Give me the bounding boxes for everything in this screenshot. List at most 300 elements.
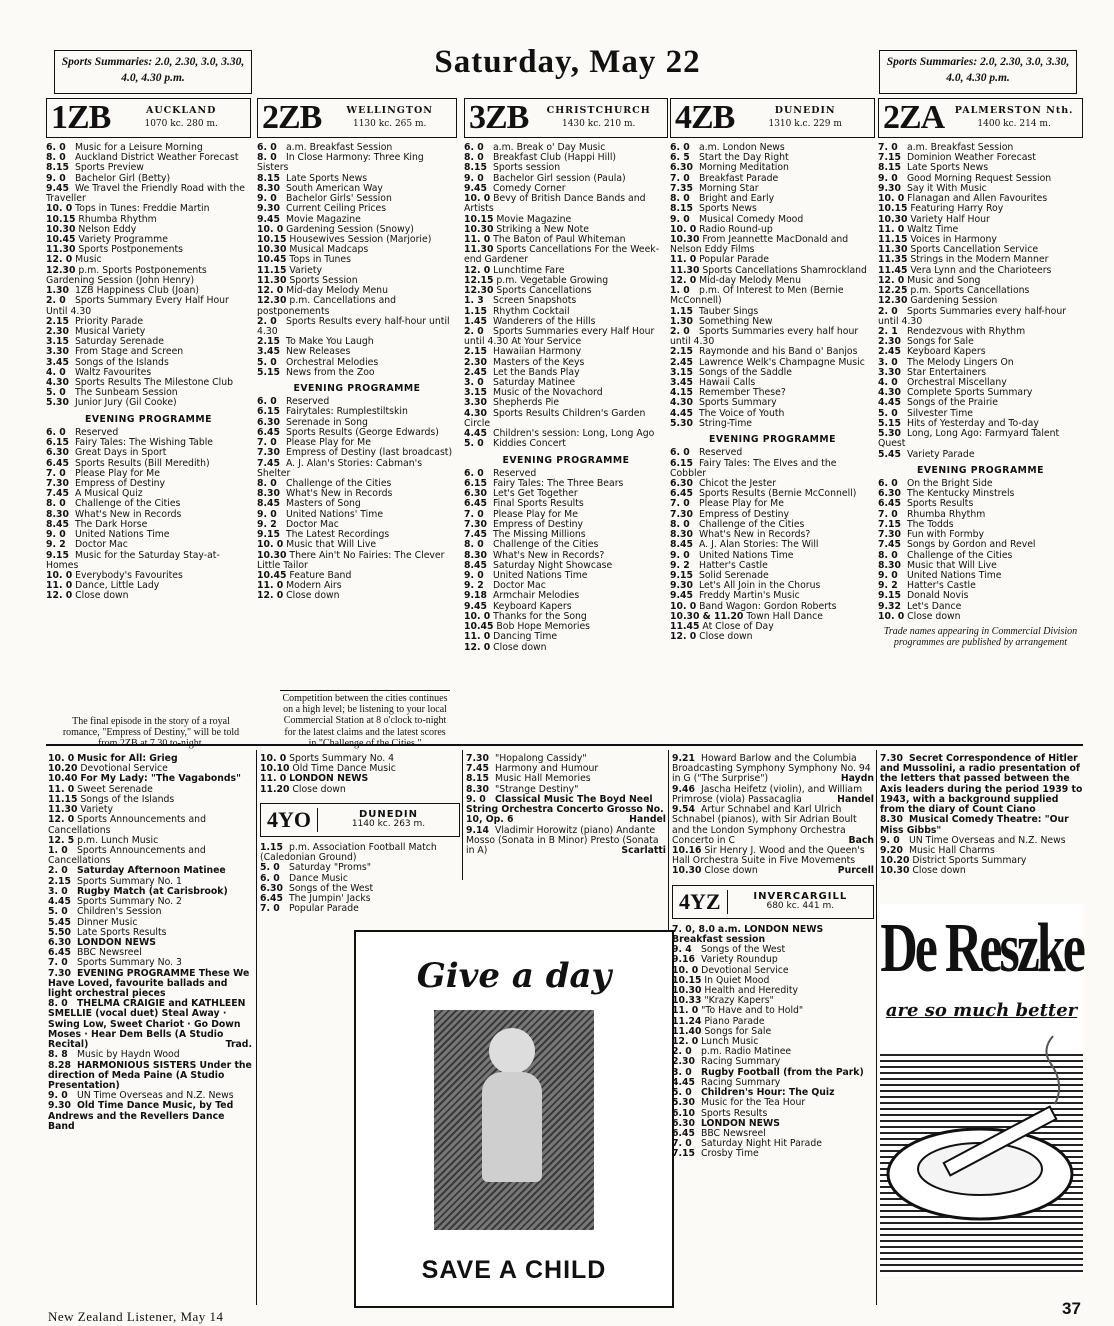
programme-time: 11.15 — [48, 793, 78, 805]
programme-time: 7. 0, 8.0 — [672, 923, 715, 935]
footer-publication: New Zealand Listener, May 14 — [48, 1309, 224, 1324]
programme-time: 7. 0 — [464, 508, 484, 520]
programme-time: 3. 0 — [464, 377, 484, 389]
programme-title: Tops in Tunes — [289, 254, 351, 266]
programme-entry — [670, 286, 875, 306]
programme-time: 4. 0 — [46, 366, 66, 378]
brand-slogan: are so much better — [885, 1000, 1078, 1022]
programme-time: 6.45 — [672, 1128, 695, 1139]
programme-title: "Krazy Kapers" — [704, 995, 774, 1007]
programme-list — [260, 754, 460, 795]
programme-title: Music for the Tea Hour — [700, 1097, 806, 1109]
programme-time: 2. 0 — [46, 295, 66, 307]
programme-time: 10.15 — [257, 233, 287, 245]
programme-title: The Sunbeam Session — [74, 387, 178, 399]
programme-title: South American Way — [285, 182, 383, 194]
programme-time: 10. 0 — [878, 610, 905, 622]
programme-time: 3.45 — [46, 356, 69, 368]
programme-time: 11.20 — [260, 783, 290, 795]
programme-list — [672, 754, 874, 877]
programme-title: UN Time Overseas and N.Z. News — [76, 1090, 234, 1102]
programme-time: 3.30 — [878, 366, 901, 378]
programme-time: 5. 0 — [48, 906, 68, 918]
programme-time: 11.15 — [878, 233, 908, 245]
programme-title: From Jeannette MacDonald and Nelson Eddy Films — [670, 233, 849, 256]
programme-time: 7. 0 — [48, 957, 68, 969]
programme-time: 10.30 — [257, 244, 287, 256]
programme-title: Vladimir Horowitz (piano) Andante Mosso (Sonata in B Minor) Presto (Sonata in A) — [466, 824, 659, 856]
programme-title: Variety Parade — [906, 448, 975, 460]
programme-title: Bevy of British Dance Bands and Artists — [464, 193, 646, 215]
programme-time: 8.15 — [466, 773, 489, 785]
station-call-sign: 1ZB — [51, 99, 111, 136]
programme-title: Songs of the Islands — [74, 356, 169, 368]
station-column-3zb — [464, 98, 668, 738]
programme-time: 8. 0 — [46, 152, 66, 164]
programme-title: Harmony and Humour — [494, 763, 599, 775]
programme-entry — [878, 429, 1083, 449]
programme-time: 8. 0 — [670, 193, 690, 205]
programme-time: 2.15 — [670, 346, 693, 358]
programme-time: 2.45 — [670, 356, 693, 368]
programme-title: Chicot the Jester — [698, 478, 777, 489]
programme-time: 3.45 — [257, 346, 280, 358]
programme-time: 1.30 — [46, 285, 69, 297]
programme-time: 4.30 — [670, 397, 693, 409]
programme-time: 12.30 — [46, 264, 76, 276]
programme-time: 7. 0 — [670, 172, 690, 184]
programme-title: Rugby Match (at Carisbrook) — [76, 885, 228, 897]
programme-title: From Stage and Screen — [74, 346, 184, 358]
programme-time: 8.30 — [466, 783, 489, 795]
programme-list — [670, 143, 875, 429]
programme-title: HARMONIOUS SISTERS Under the direction of Meda Paine (A Studio Presentation) — [48, 1059, 252, 1091]
programme-title: Start the Day Right — [698, 152, 789, 164]
programme-title: Close down — [912, 865, 966, 877]
programme-entry — [46, 266, 251, 286]
station-column-2za — [878, 98, 1083, 738]
programme-time: 6.45 — [48, 947, 71, 959]
programme-time: 10.30 — [672, 865, 702, 877]
programme-title: Sports Session — [289, 274, 358, 286]
programme-title: p.m. Sports Postponements Gardening Session (John Henry) — [46, 264, 207, 286]
programme-time: 6.15 — [257, 406, 280, 418]
programme-title: Racing Summary — [700, 1076, 781, 1088]
programme-time: 7.15 — [672, 1148, 695, 1160]
programme-time: 4.45 — [670, 407, 693, 419]
programme-entry — [260, 785, 460, 795]
programme-time: 7.30 — [466, 753, 489, 764]
evening-list — [670, 448, 875, 642]
programme-title: Band Wagon: Gordon Roberts — [699, 600, 837, 612]
programme-entry — [880, 866, 1083, 876]
programme-time: 10.10 — [260, 763, 290, 775]
programme-time: 12. 0 — [670, 631, 697, 643]
programme-title: What's New in Records? — [492, 549, 605, 561]
programme-time: 11. 0 — [464, 631, 491, 643]
programme-entry — [257, 459, 457, 479]
programme-title: Dominion Weather Forecast — [906, 152, 1036, 164]
programme-time: 12. 0 — [464, 641, 491, 653]
programme-entry — [48, 846, 252, 866]
programme-time: 2. 0 — [670, 325, 690, 337]
programme-time: 2.15 — [46, 315, 69, 327]
programme-time: 5.45 — [878, 448, 901, 460]
programme-title: Sports Summary — [698, 397, 777, 409]
programme-time: 10. 0 — [257, 539, 284, 551]
programme-time: 2.45 — [878, 346, 901, 358]
programme-title: Bob Hope Memories — [496, 621, 591, 633]
programme-time: 2.15 — [48, 875, 71, 887]
programme-time: 2. 0 — [464, 325, 484, 337]
programme-title: Sports Summary No. 1 — [76, 875, 182, 887]
programme-time: 6. 0 — [464, 467, 484, 479]
programme-time: 10. 0 — [260, 753, 287, 764]
programme-title: Bachelor Girl session (Paula) — [492, 172, 626, 184]
programme-time: 9.32 — [878, 600, 901, 612]
ad-title: Give a day — [416, 956, 612, 996]
programme-time: 9. 0 — [48, 1090, 68, 1102]
programme-title: Doctor Mac — [285, 518, 339, 530]
programme-entry — [670, 459, 875, 479]
programme-title: Striking a New Note — [496, 223, 589, 235]
programme-title: Sports Summary No. 3 — [76, 957, 182, 969]
programme-time: 6. 0 — [670, 447, 690, 459]
programme-entry — [670, 419, 875, 429]
programme-time: 11. 0 — [46, 580, 73, 592]
programme-title: BBC Newsreel — [700, 1128, 766, 1139]
station-city: DUNEDIN — [358, 809, 418, 821]
programme-time: 6. 0 — [464, 142, 484, 153]
programme-entry — [878, 450, 1083, 460]
programme-time: 6.30 — [48, 936, 71, 948]
station-frequency: 1070 kc. 280 m. — [144, 118, 218, 129]
programme-time: 10. 0 — [878, 193, 905, 205]
programme-title: p.m. Lunch Music — [77, 834, 159, 846]
programme-time: 9.30 — [48, 1100, 71, 1112]
programme-title: Keyboard Kapers — [492, 600, 572, 612]
programme-title: Devotional Service — [80, 763, 168, 775]
programme-time: 9. 0 — [878, 569, 898, 581]
programme-title: A Musical Quiz — [74, 488, 143, 500]
programme-title: Please Play for Me — [74, 467, 160, 479]
station-call-sign: 4YZ — [673, 890, 728, 914]
programme-title: Orchestral Melodies — [285, 356, 379, 368]
programme-time: 9. 2 — [670, 559, 690, 571]
station-column-4zb — [670, 98, 875, 738]
programme-title: Sports Announcements and Cancellations — [48, 814, 206, 836]
programme-time: 12.15 — [464, 274, 494, 286]
programme-time: 9.54 — [672, 804, 695, 816]
programme-title: Classical Music The Boyd Neel String Orchestra Concerto Grosso No. 10, Op. 6 — [466, 793, 664, 826]
programme-title: Reserved — [285, 396, 330, 408]
programme-time: 6. 0 — [670, 142, 690, 153]
lower-column-3 — [466, 754, 666, 884]
programme-title: Shepherds Pie — [492, 397, 560, 409]
programme-time: 7.30 — [670, 508, 693, 520]
programme-title: Artur Schnabel and Karl Ulrich Schnabel (pianos), with Sir Adrian Boult and the London Symphony Orchestra Concerto in C — [672, 804, 857, 846]
programme-entry — [672, 754, 874, 785]
trade-names-note: Trade names appearing in Commercial Division programmes are published by arrangement — [883, 626, 1078, 649]
programme-title: Sports Preview — [74, 162, 144, 174]
programme-time: 5. 0 — [672, 1087, 692, 1099]
programme-time: 11. 0 — [878, 223, 905, 235]
programme-time: 8.15 — [46, 162, 69, 174]
programme-title: The Baton of Paul Whiteman — [493, 233, 626, 245]
programme-title: Doctor Mac — [492, 580, 546, 592]
programme-title: Devotional Service — [701, 964, 789, 976]
station-header-4yo — [260, 803, 460, 837]
programme-entry — [466, 826, 666, 857]
composer-credit: Haydn — [840, 773, 874, 785]
programme-time: 8. 0 — [48, 998, 68, 1010]
programme-title: Auckland District Weather Forecast — [74, 152, 239, 164]
programme-time: 9.21 — [672, 753, 695, 764]
programme-title: Saturday Afternoon Matinee — [76, 865, 226, 877]
programme-time: 2.30 — [46, 325, 69, 337]
programme-time: 10. 0 — [670, 600, 697, 612]
programme-time: 12.30 — [878, 295, 908, 307]
programme-title: Late Sports Results — [76, 926, 167, 938]
programme-title: Movie Magazine — [496, 213, 572, 225]
programme-title: Close down — [704, 865, 758, 877]
programme-title: Donald Novis — [906, 590, 969, 602]
station-column-1zb — [46, 98, 251, 708]
programme-title: Breakfast Parade — [698, 172, 779, 184]
programme-title: Silvester Time — [906, 407, 973, 419]
station-city: INVERCARGILL — [753, 891, 848, 903]
station-frequency: 680 kc. 441 m. — [766, 901, 835, 912]
programme-time: 1.45 — [464, 315, 487, 327]
programme-time: 5.30 — [670, 417, 693, 429]
programme-title: Breakfast Club (Happi Hill) — [492, 152, 617, 164]
programme-title: Let's Dance — [906, 600, 962, 612]
programme-title: Hatter's Castle — [906, 580, 976, 592]
programme-title: The Todds — [906, 518, 954, 530]
programme-title: Kiddies Concert — [492, 438, 566, 450]
station-call-sign: 4ZB — [675, 99, 735, 136]
programme-list — [48, 754, 252, 1132]
programme-title: Music that Will Live — [286, 539, 377, 551]
challenge-note: Competition between the cities continues on a high level; be listening to your local Commercial Station at 8 o'clock to-night for the latest claims and the latest scores — [280, 690, 450, 773]
programme-title: Sports Cancellations — [496, 285, 592, 297]
programme-time: 10.40 — [48, 773, 78, 785]
programme-list — [672, 925, 874, 1160]
programme-title: Songs by Gordon and Revel — [906, 539, 1036, 551]
programme-time: 2. 0 — [257, 315, 277, 327]
programme-title: Sir Henry J. Wood and the Queen's Hall Orchestra Suite in Five Movements — [672, 844, 865, 867]
programme-time: 7.30 — [880, 753, 903, 764]
programme-time: 6. 0 — [257, 396, 277, 408]
programme-time: 8.28 — [48, 1059, 71, 1071]
programme-time: 7.45 — [46, 488, 69, 500]
programme-title: Popular Parade — [699, 254, 769, 266]
programme-time: 7. 0 — [878, 142, 898, 153]
programme-title: Lunchtime Fare — [493, 264, 565, 276]
programme-time: 12. 0 — [672, 1036, 699, 1048]
programme-time: 5. 0 — [46, 387, 66, 399]
programme-time: 10.20 — [880, 855, 910, 867]
station-city: WELLINGTON — [346, 105, 433, 117]
programme-title: To Make You Laugh — [285, 336, 374, 348]
programme-title: Complete Sports Summary — [906, 387, 1033, 399]
programme-time: 4.30 — [46, 377, 69, 389]
programme-title: Late Sports News — [906, 162, 989, 174]
programme-title: Songs of the Prairie — [906, 397, 998, 409]
programme-title: Final Sports Results — [492, 498, 584, 510]
programme-time: 6.30 — [257, 416, 280, 428]
programme-title: Saturday Night Hit Parade — [700, 1138, 822, 1150]
programme-time: 9. 0 — [46, 529, 66, 541]
programme-time: 7. 0 — [260, 903, 280, 915]
programme-title: A. J. Alan Stories: The Will — [698, 539, 819, 551]
programme-title: Bachelor Girl (Betty) — [74, 172, 171, 184]
programme-title: Movie Magazine — [285, 213, 361, 225]
programme-time: 1.15 — [464, 305, 487, 317]
programme-title: Empress of Destiny — [698, 508, 790, 520]
programme-time: 3. 0 — [48, 885, 68, 897]
programme-time: 11.30 — [464, 244, 494, 256]
programme-time: 9. 0 — [257, 193, 277, 205]
programme-entry — [257, 591, 457, 601]
programme-title: Fairy Tales: The Three Bears — [492, 478, 624, 489]
programme-title: Music Hall Charms — [908, 844, 995, 856]
programme-title: Sports Results The Milestone Club — [74, 377, 234, 389]
programme-entry — [464, 194, 668, 214]
programme-title: United Nations Time — [492, 569, 588, 581]
programme-time: 6. 0 — [878, 478, 898, 489]
programme-title: Dinner Music — [76, 916, 138, 928]
programme-time: 5.15 — [257, 366, 280, 378]
programme-title: Challenge of the Cities — [698, 518, 805, 530]
programme-time: 2.30 — [672, 1056, 695, 1068]
station-header-4zb — [670, 98, 875, 138]
programme-title: New Releases — [285, 346, 351, 358]
programme-title: p.m. Sports Cancellations — [910, 285, 1030, 297]
composer-credit: Scarlatti — [621, 844, 666, 856]
programme-title: Gardening Session — [910, 295, 998, 307]
programme-entry — [260, 843, 460, 863]
programme-list — [464, 143, 668, 450]
programme-time: 5. 0 — [257, 356, 277, 368]
programme-time: 8.15 — [878, 162, 901, 174]
programme-title: Current Ceiling Prices — [285, 203, 387, 215]
programme-time: 10.33 — [672, 995, 702, 1007]
programme-time: 10. 0 — [672, 964, 699, 976]
programme-title: Hatter's Castle — [698, 559, 768, 571]
programme-title: "To Have and to Hold" — [701, 1005, 804, 1017]
programme-time: 9. 4 — [672, 944, 692, 956]
programme-title: Close down — [286, 590, 340, 602]
station-call-sign: 2ZB — [262, 99, 322, 136]
programme-title: Mid-day Melody Menu — [699, 274, 801, 286]
programme-title: Gardening Session (Snowy) — [286, 223, 414, 235]
programme-title: United Nations Time — [74, 529, 170, 541]
programme-time: 10.30 — [880, 865, 910, 877]
programme-title: Children's Session — [76, 906, 162, 918]
programme-time: 10.15 — [672, 974, 702, 986]
station-column-2zb — [257, 98, 457, 668]
programme-title: Rhumba Rhythm — [78, 213, 157, 225]
programme-time: 3.15 — [46, 336, 69, 348]
programme-title: Challenge of the Cities — [492, 539, 599, 551]
programme-title: THELMA CRAIGIE and KATHLEEN SMELLIE (vocal duet) Steal Away · Swing Low, Sweet Chariot · Go Down Moses · Hear Dem Bells (A Studio Recital) — [48, 998, 246, 1051]
programme-time: 6. 0 — [46, 426, 66, 438]
programme-title: United Nations Time — [906, 569, 1002, 581]
programme-time: 5.30 — [46, 397, 69, 409]
programme-title: Challenge of the Cities — [285, 478, 392, 489]
programme-time: 5.30 — [672, 1097, 695, 1109]
programme-title: a.m. LONDON NEWS Breakfast session — [672, 923, 824, 945]
station-call-sign: 2ZA — [883, 99, 945, 136]
programme-entry — [260, 904, 460, 914]
programme-title: p.m. Cancellations and postponements — [257, 295, 397, 317]
programme-title: What's New in Records? — [698, 529, 811, 541]
programme-title: Musical Comedy Theatre: "Our Miss Gibbs" — [880, 814, 1069, 836]
programme-title: Bright and Early — [698, 193, 775, 205]
programme-time: 8. 0 — [257, 478, 277, 489]
station-header-2za — [878, 98, 1083, 138]
composer-credit: Handel — [837, 793, 874, 805]
programme-time: 11. 0 — [257, 580, 284, 592]
programme-time: 8. 0 — [670, 518, 690, 530]
programme-title: In Close Harmony: Three King Sisters — [257, 152, 424, 174]
programme-entry — [257, 153, 457, 173]
child-head — [489, 1028, 535, 1074]
programme-title: Songs of the Saddle — [698, 366, 792, 378]
programme-title: Waltz Time — [907, 223, 959, 235]
programme-title: Let's All Join in the Chorus — [698, 580, 821, 592]
programme-time: 4.15 — [670, 387, 693, 399]
programme-time: 3. 0 — [672, 1066, 692, 1078]
programme-title: Sports Results (Bill Meredith) — [74, 457, 210, 469]
programme-title: Sports Results — [906, 498, 974, 510]
programme-title: Music that Will Live — [906, 559, 997, 571]
programme-title: Great Days in Sport — [74, 447, 167, 459]
programme-title: Dance Music — [288, 872, 348, 884]
programme-time: 6.45 — [464, 498, 487, 510]
programme-title: Saturday Serenade — [74, 336, 164, 348]
composer-credit: Handel — [629, 814, 666, 826]
programme-title: p.m. Association Football Match (Caledonian Ground) — [260, 841, 437, 864]
programme-time: 6.30 — [670, 162, 693, 174]
programme-title: Freddy Martin's Music — [698, 590, 800, 602]
programme-title: Orchestral Miscellany — [906, 377, 1007, 389]
programme-time: 8.30 — [670, 529, 693, 541]
programme-title: Star Entertainers — [906, 366, 987, 378]
programme-time: 8. 0 — [464, 152, 484, 164]
programme-entry — [670, 327, 875, 347]
programme-time: 12. 0 — [46, 254, 73, 266]
programme-time: 11.30 — [46, 244, 76, 256]
programme-entry — [464, 245, 668, 265]
programme-entry — [464, 439, 668, 449]
programme-time: 7.30 — [48, 967, 71, 979]
programme-title: On the Bright Side — [906, 478, 993, 489]
composer-credit: Trad. — [225, 1039, 252, 1051]
programme-entry — [464, 409, 668, 429]
programme-title: Flanagan and Allen Favourites — [907, 193, 1048, 205]
programme-time: 9.45 — [464, 600, 487, 612]
programme-title: In Quiet Mood — [704, 974, 770, 986]
programme-title: Variety Programme — [78, 233, 168, 245]
programme-time: 8.15 — [464, 162, 487, 174]
programme-title: Musical Variety — [74, 325, 146, 337]
programme-title: Sports session — [492, 162, 561, 174]
programme-title: Let's Get Together — [492, 488, 578, 500]
programme-time: 9. 0 — [464, 172, 484, 184]
programme-time: 6.15 — [464, 478, 487, 489]
